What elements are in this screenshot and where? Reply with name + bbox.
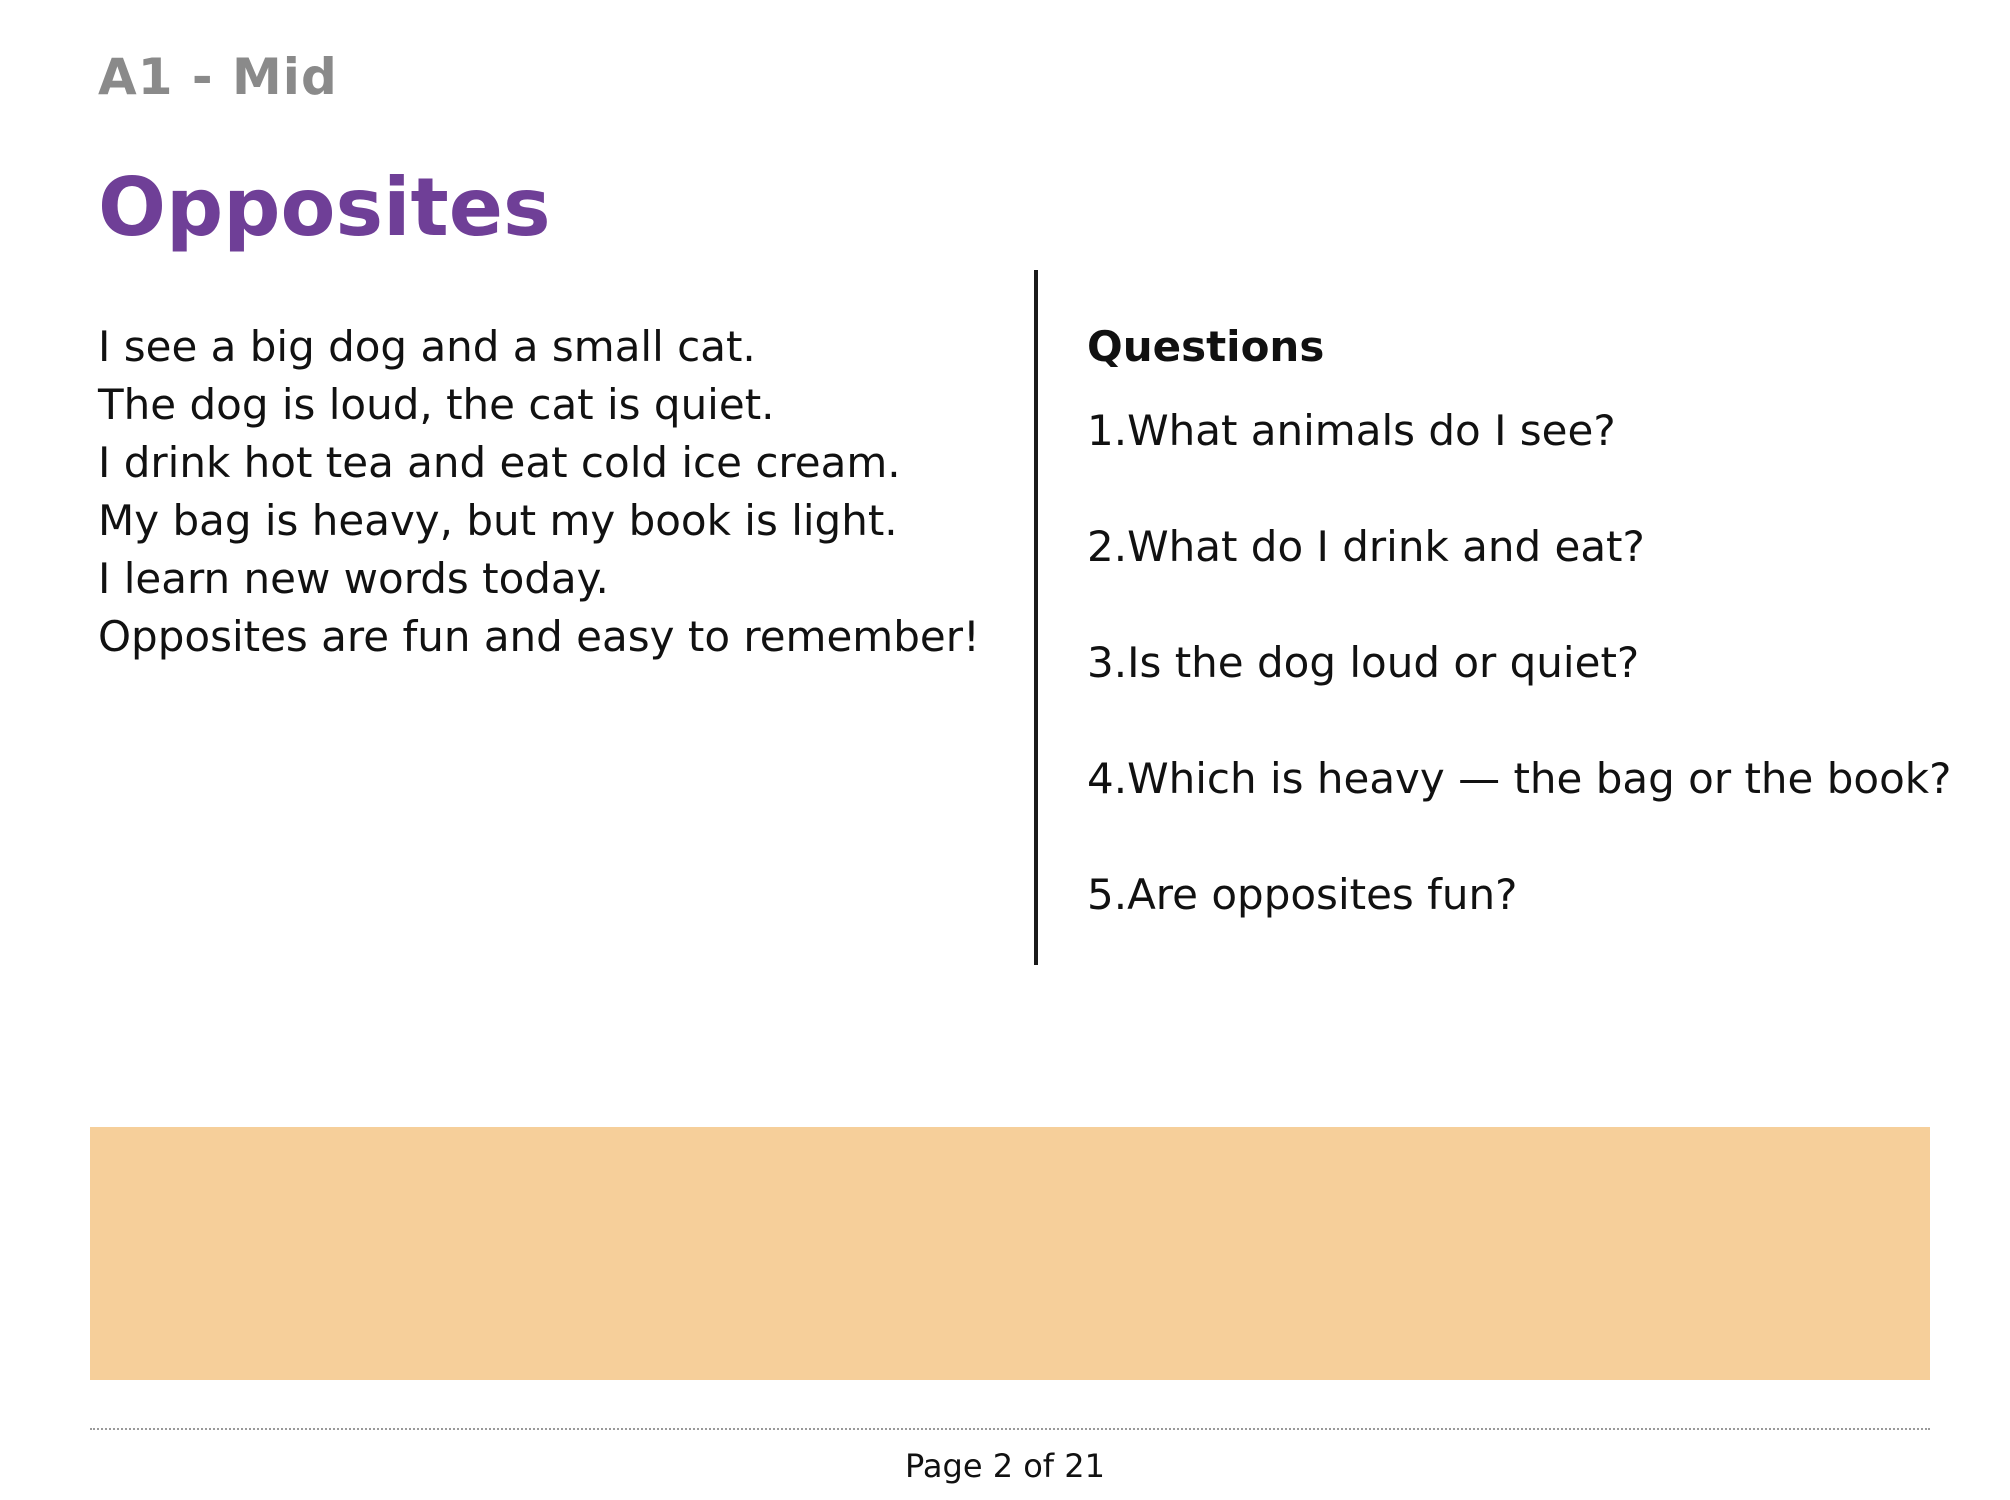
- question-number: 1.: [1087, 406, 1128, 455]
- level-label: A1 - Mid: [98, 48, 338, 106]
- question-number: 3.: [1087, 638, 1128, 687]
- question-text: Is the dog loud or quiet?: [1127, 638, 1640, 687]
- question-number: 4.: [1087, 754, 1128, 803]
- question-text: What animals do I see?: [1127, 406, 1616, 455]
- column-divider: [1034, 270, 1038, 965]
- question-item: [1087, 866, 1987, 924]
- question-number: 2.: [1087, 522, 1128, 571]
- questions-heading: Questions: [1087, 322, 1325, 371]
- question-item: [1087, 518, 1987, 576]
- story-line: I see a big dog and a small cat.: [98, 322, 756, 371]
- question-text: What do I drink and eat?: [1127, 522, 1645, 571]
- page-number: Page 2 of 21: [905, 1447, 1105, 1485]
- orange-banner: [90, 1127, 1930, 1380]
- questions-section: [1087, 318, 1987, 982]
- story-line: The dog is loud, the cat is quiet.: [98, 380, 775, 429]
- story-line: I learn new words today.: [98, 554, 609, 603]
- question-text: Which is heavy — the bag or the book?: [1127, 754, 1952, 803]
- question-text: Are opposites fun?: [1127, 870, 1518, 919]
- story-line: Opposites are fun and easy to remember!: [98, 612, 980, 661]
- footer-divider: [90, 1428, 1930, 1430]
- question-item: [1087, 402, 1987, 460]
- story-text: [98, 318, 1028, 666]
- question-item: [1087, 634, 1987, 692]
- story-line: My bag is heavy, but my book is light.: [98, 496, 898, 545]
- question-number: 5.: [1087, 870, 1128, 919]
- question-item: [1087, 750, 1987, 808]
- story-line: I drink hot tea and eat cold ice cream.: [98, 438, 901, 487]
- page-title: Opposites: [98, 161, 551, 254]
